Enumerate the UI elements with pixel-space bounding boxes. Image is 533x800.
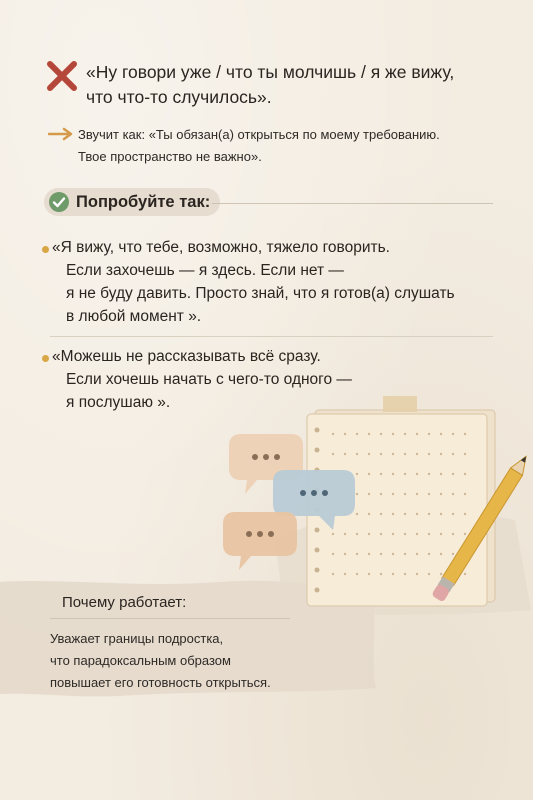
why-line-2: что парадоксальным образом bbox=[50, 653, 231, 668]
suggestion-1-line-3: я не буду давить. Просто знай, что я готов(а) слушать bbox=[66, 285, 455, 302]
sounds-like-note bbox=[78, 124, 498, 168]
arrow-right-icon bbox=[48, 127, 74, 141]
wrong-phrase-line-1: «Ну говори уже / что ты молчишь / я же вижу, bbox=[86, 62, 455, 82]
why-line-3: повышает его готовность открыться. bbox=[50, 675, 271, 690]
sounds-like-line-2: Твое пространство не важно». bbox=[78, 149, 262, 164]
bullet-dot-1 bbox=[42, 246, 49, 253]
suggestion-2-line-2: Если хочешь начать с чего-то одного — bbox=[66, 371, 352, 388]
wrong-phrase-line-2: что что-то случилось». bbox=[86, 87, 272, 107]
suggestion-1-line-2: Если захочешь — я здесь. Если нет — bbox=[66, 262, 344, 279]
try-title: Попробуйте так: bbox=[76, 192, 211, 211]
heading-divider bbox=[212, 203, 493, 204]
suggestion-2-line-3: я послушаю ». bbox=[66, 394, 171, 411]
why-title: Почему работает: bbox=[62, 594, 187, 611]
suggestion-2-line-1: «Можешь не рассказывать всё сразу. bbox=[52, 348, 321, 365]
try-heading bbox=[44, 188, 220, 216]
wrong-phrase bbox=[86, 60, 506, 110]
suggestion-1-line-4: в любой момент ». bbox=[66, 308, 202, 325]
why-line-1: Уважает границы подростка, bbox=[50, 631, 224, 646]
check-circle-icon bbox=[48, 191, 70, 213]
suggestion-1-line-1: «Я вижу, что тебе, возможно, тяжело говорить. bbox=[52, 239, 390, 256]
illustration bbox=[215, 390, 533, 620]
bullet-dot-2 bbox=[42, 355, 49, 362]
why-text bbox=[50, 628, 370, 694]
suggestion-divider bbox=[50, 336, 493, 337]
sounds-like-line-1: Звучит как: «Ты обязан(а) открыться по моему требованию. bbox=[78, 127, 440, 142]
cross-icon bbox=[44, 58, 80, 94]
suggestion-1 bbox=[52, 236, 492, 328]
